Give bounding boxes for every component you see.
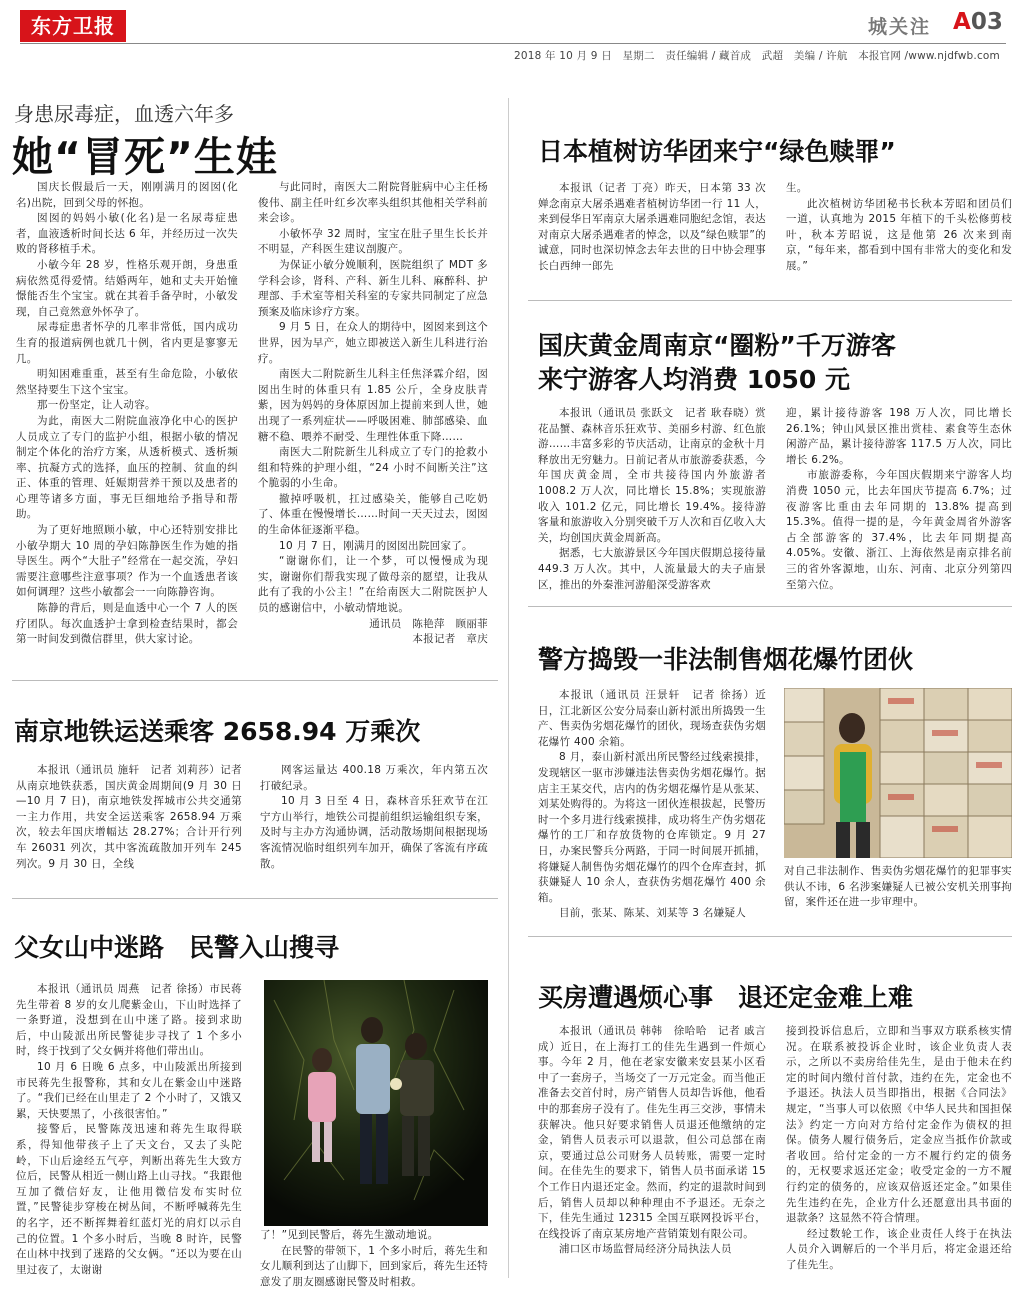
section-divider [12, 898, 498, 899]
article3-col2 [260, 1228, 488, 1288]
article1-byline: 通讯员 陈艳萍 顾丽菲 [369, 617, 488, 630]
article1-paragraph: 小敏怀孕 32 周时，宝宝在肚子里生长长并不明显，产科医生建议剖腹产。 [258, 227, 488, 256]
article5-paragraph: 迎，累计接待游客 198 万人次，同比增长 26.1%；钟山风景区推出赏桂、素食等生态休闲游产品，累计接待游客 117.5 万人次，同比增长 6.2%。 [786, 407, 1012, 466]
article7-paragraph: 浦口区市场监督局经济分局执法人员 [559, 1243, 732, 1256]
police-rescue-photo [264, 980, 488, 1226]
article2-title: 南京地铁运送乘客 2658.94 万乘次 [14, 717, 421, 746]
article1-paragraph: 明知困难重重，甚至有生命危险，小敏依然坚持要生下这个宝宝。 [16, 368, 238, 396]
article5-title-line2: 来宁游客人均消费 1050 元 [538, 365, 850, 394]
article5-paragraph: 市旅游委称，今年国庆假期来宁游客人均消费 1050 元，比去年国庆节提高 6.7%；过夜游客比重由去年同期的 13.8% 提高到 15.3%。值得一提的是，今年黄金周省外游客占全部游客的 37.4%，比去年同期提高 4.05%。安徽、浙江、上海依然是南京排名前三的省外客源地，山东、河南、北京分列第四至第六位。 [786, 469, 1012, 591]
article1-paragraph: 与此同时，南医大二附院肾脏病中心主任杨俊伟、副主任叶红乡次率头组织其他相关学科前来会诊。 [258, 181, 488, 225]
article6-caption-text: 对自己非法制作、售卖伪劣烟花爆竹的犯罪事实供认不讳，6 名涉案嫌疑人已被公安机关刑事拘留，案件还在进一步审理中。 [784, 865, 1012, 909]
section-divider [528, 300, 1012, 301]
article3-paragraph: 了！”见到民警后，蒋先生激动地说。 [260, 1229, 439, 1241]
article4-paragraph: 此次植树访华团秘书长秋本芳昭和团员们一道，认真地为 2015 年植下的千头松修剪枝叶，秋本芳昭说，这是他第 26 次来到南京，“每年来，都看到中国有非常大的变化和发展。” [786, 197, 1012, 272]
page-code [953, 9, 1003, 35]
article5-col1 [538, 406, 766, 592]
paper-logo: 东方卫报 [20, 10, 126, 42]
article4-paragraph: 生。 [786, 182, 808, 194]
article1-paragraph: 9 月 5 日，在众人的期待中，囡囡来到这个世界，因为早产，她立即被送入新生儿科进行治疗。 [258, 321, 488, 365]
article1-byline: 本报记者 章庆 [412, 633, 488, 646]
article6-title: 警方捣毁一非法制售烟花爆竹团伙 [538, 645, 914, 674]
article6-caption [784, 864, 1012, 924]
article7-paragraph: 接到投诉信息后，立即和当事双方联系核实情况。在联系被投诉企业时，该企业负责人表示，之所以不卖房给佳先生，是由于他未在约定的时间内缴付首付款，违约在先，定金也不予退还。执法人员当即指出，根据《合同法》规定，“当事人可以依照《中华人民共和国担保法》约定一方向对方给付定金作为债权的担保。债务人履行债务后，定金应当抵作价款或者收回。给付定金的一方不履行约定的债务的，无权要求返还定金；收受定金的一方不履行约定的债务的，应该双倍返还定金。”如果佳先生违约在先，企业方什么还愿意出具书面的退款条？这显然不符合情理。 [786, 1025, 1012, 1225]
article4-paragraph: 本报讯（记者 丁亮）昨天，日本第 33 次婵念南京大屠杀遇难者植树访华团一行 11 人，来到侵华日军南京大屠杀遇难同胞纪念馆，表达对南京大屠杀遇难者的悼念，以及“绿色赎罪”的诚意，同时也深切悼念去年去世的日中协会理事长白西绅一郎先 [538, 182, 766, 272]
masthead [0, 0, 1024, 68]
page-code-number: 03 [970, 9, 1003, 35]
article1-paragraph: 那一份坚定，让人动容。 [37, 399, 156, 412]
article2-col1 [16, 763, 242, 881]
article7-title: 买房遭遇烦心事 退还定金难上难 [538, 983, 914, 1012]
article5-title-line1: 国庆黄金周南京“圈粉”千万游客 [538, 331, 896, 360]
article1-paragraph: 陈静的背后，则是血透中心一个 7 人的医疗团队。每次血透护士拿到检查结果时，都会第一时间发到微信群里，供大家讨论。 [16, 602, 238, 646]
article2-paragraph: 10 月 3 日至 4 日，森林音乐狂欢节在江宁方山举行，地铁公司提前组织运输组织专案，及时与主办方沟通协调，活动散场期间根据现场客流情况临时组织列车加开，确保了客流有序疏散。 [260, 795, 488, 870]
article2-paragraph: 本报讯（通讯员 施轩 记者 刘莉莎）记者从南京地铁获悉，国庆黄金周期间(9 月 30 日—10 月 7 日)，南京地铁发挥城市公共交通第一主力作用，共安全运送乘客 2658.94 万乘次，较去年国庆增幅达 28.27%；合计开行列车 26031 列次，其中客流疏散加开列车 245 列次。9 月 30 日，全线 [16, 764, 242, 870]
section-divider [12, 680, 498, 681]
article1-paragraph: 为了更好地照顾小敏，中心还特别安排比小敏孕期大 10 周的孕妇陈静医生作为她的指导医生。两个“大肚子”经常在一起交流，孕妇需要注意哪些注意事项？作为一个血透患者该如何调理？这些小敏都会一一向陈静咨询。 [16, 524, 238, 599]
column-divider [508, 98, 509, 1278]
article1-paragraph: 南医大二附院新生儿科成立了专门的抢救小组和特殊的护理小组，“24 小时不间断关注”这个脆弱的小生命。 [258, 446, 488, 490]
police-rescue-photo-drawing [264, 980, 488, 1226]
article6-paragraph: 本报讯（通讯员 汪景轩 记者 徐扬）近日，江北新区公安分局泰山新村派出所捣毁一生产、售卖伪劣烟花爆竹的团伙，现场查获伪劣烟花爆竹 400 余箱。 [538, 689, 766, 748]
article4-title: 日本植树访华团来宁“绿色赎罪” [538, 137, 896, 166]
article1-paragraph: 南医大二附院新生儿科主任焦泽霖介绍，囡囡出生时的体重只有 1.85 公斤，全身皮肤青紫，因为妈妈的身体原因加上提前来到人世，她出现了一系列症状——呼吸困难、肺部感染、血糖不稳、喂养不耐受、生理性体重下降…… [258, 368, 488, 443]
article1-title: 她“冒死”生娃 [12, 133, 278, 181]
article3-col1 [16, 982, 242, 1278]
date-line: 2018 年 10 月 9 日 星期二 责任编辑 / 藏首成 武超 美编 / 许航 本报官网 /www.njdfwb.com [513, 50, 1000, 62]
masthead-rule [20, 43, 1006, 44]
article6-col1 [538, 688, 766, 924]
article7-col2 [786, 1024, 1012, 1282]
article1-paragraph: 国庆长假最后一天，刚刚满月的囡囡(化名)出院，回到父母的怀抱。 [16, 181, 238, 209]
article1-paragraph: “谢谢你们，让一个梦，可以慢慢成为现实，谢谢你们帮我实现了做母亲的愿望，让我从此有了我的小公主！”在给南医大二附院医护人员的感谢信中，小敏动情地说。 [258, 555, 488, 615]
section-divider [528, 936, 1012, 937]
article1-paragraph: 为保证小敏分娩顺利，医院组织了 MDT 多学科会诊，肾科、产科、新生儿科、麻醉科、护理部、手术室等相关科室的专家共同制定了应急预案及临床诊疗方案。 [258, 258, 488, 318]
article4-col2 [786, 181, 1012, 287]
article3-paragraph: 接警后，民警陈茂迅速和蒋先生取得联系，得知他带孩子上了天文台，又去了头陀岭，下山后途经五气亭，判断出蒋先生大致方位后，民警从相近一侧山路上山寻找。“我跟他互加了微信好友，让他用微信发布实时位置，”民警徒步穿梭在树丛间，不断呼喊蒋先生的名字，还不断挥舞着红蓝灯光的肩灯以示自己的位置。1 个多小时后，当晚 8 时许，民警在山林中找到了迷路的父女俩。“还以为要在山里过夜了，太谢谢 [16, 1123, 242, 1276]
article1-paragraph: 撤掉呼吸机，扛过感染关，能够自己吃奶了、体重在慢慢增长……时间一天天过去，囡囡的生命体征逐渐平稳。 [258, 492, 488, 537]
article3-paragraph: 在民警的带领下，1 个多小时后，蒋先生和女儿顺利到达了山脚下，回到家后，蒋先生还特意发了朋友圈感谢民警及时相救。 [260, 1244, 488, 1288]
article1-col2 [258, 180, 488, 650]
article1-paragraph: 尿毒症患者怀孕的几率非常低，国内成功生育的报道病例也就几十例，省内更是寥寥无几。 [16, 321, 238, 365]
section-name: 城关注 [868, 16, 932, 38]
article1-paragraph: 小敏今年 28 岁，性格乐观开朗，身患重病依然觅得爱情。结婚两年，她和丈夫开始憧憬能否生个宝宝。就在其着手备孕时，小敏发现，自己竟然意外怀孕了。 [16, 258, 238, 318]
article2-paragraph: 网客运量达 400.18 万乘次，年内第五次打破纪录。 [260, 764, 488, 792]
article1-subtitle: 身患尿毒症，血透六年多 [14, 102, 234, 126]
fireworks-warehouse-photo [784, 688, 1012, 858]
article7-col1 [538, 1024, 766, 1282]
article5-paragraph: 据悉，七大旅游景区今年国庆假期总接待量 449.3 万人次。其中，人流量最大的夫子庙景区，推出的外秦淮河游船深受游客欢 [538, 547, 766, 591]
article1-col1 [16, 180, 238, 650]
page-code-letter: A [953, 9, 971, 35]
article5-paragraph: 本报讯（通讯员 张跃文 记者 耿春晓）赏花品蟹、森林音乐狂欢节、美丽乡村游、红色旅游……丰富多彩的节庆活动，让南京的金秋十月释放出无穷魅力。日前记者从市旅游委获悉，今年国庆黄金周，全市共接待国内外旅游者 1008.2 万人次，同比增长 15.8%；实现旅游收入 101.2 亿元，同比增长 19.4%。接待游客量和旅游收入分别突破千万人次和百亿收入大关，均创国庆黄金周新高。 [538, 407, 766, 544]
fireworks-warehouse-photo-drawing [784, 688, 1012, 858]
article4-col1 [538, 181, 766, 287]
article3-paragraph: 本报讯（通讯员 周燕 记者 徐扬）市民蒋先生带着 8 岁的女儿爬紫金山，下山时选择了一条野道，没想到在山中迷了路。接到求助后，中山陵派出所民警徒步寻找了 1 个多小时，终于找到了父女俩并将他们带出山。 [16, 983, 242, 1058]
article6-paragraph: 目前，张某、陈某、刘某等 3 名嫌疑人 [559, 907, 747, 920]
article7-paragraph: 经过数轮工作，该企业责任人终于在执法人员介入调解后的一个半月后，将定金退还给了佳先生。 [786, 1227, 1012, 1271]
article7-paragraph: 本报讯（通讯员 韩韩 徐哈哈 记者 戚言成）近日，在上海打工的佳先生遇到一件烦心事。今年 2 月，他在老家安徽来安县某小区看中了一套房子，当场交了一万元定金。而当他正准备去交首付时，房产销售人员却告诉他，他看中的那套房子没有了。佳先生再三交涉，事情未获解决。他只好要求销售人员退还他缴纳的定金，销售人员表示可以退款，但公司总部在南京，要通过总公司财务人员转账，需要一定时间。在佳先生的要求下，销售人员书面承诺 15 个工作日内退还定金。然而，约定的退款时间到后，销售人员却以种种理由不予退还。无奈之下，佳先生通过 12315 全国互联网投诉平台，在线投诉了南京某房地产营销策划有限公司。 [538, 1025, 766, 1240]
article1-paragraph: 10 月 7 日，刚满月的囡囡出院回家了。 [279, 539, 473, 552]
article6-paragraph: 8 月，泰山新村派出所民警经过线索摸排，发现辖区一驱市涉嫌违法售卖伪劣烟花爆竹。据店主王某交代，店内的伪劣烟花爆竹是从张某、刘某处购得的。为将这一团伙连根拔起，民警历时一个多月进行线索摸排，成功将生产伪劣烟花爆竹的工厂和存放货物的仓库锁定。9 月 27 日，办案民警兵分两路，于同一时间展开抓捕，将嫌疑人制售伪劣烟花爆竹的四个仓库查封，抓获嫌疑人 10 余人，查获伪劣烟花爆竹 400 余箱。 [538, 751, 766, 904]
article3-paragraph: 10 月 6 日晚 6 点多，中山陵派出所接到市民蒋先生报警称，其和女儿在紫金山中迷路了。“我们已经在山里走了 2 个小时了，又饿又累，天快要黑了，小孩很害怕。” [16, 1060, 242, 1120]
article1-paragraph: 为此，南医大二附院血液净化中心的医护人员成立了专门的监护小组，根据小敏的情况制定个体化的治疗方案，从透析模式、透析频率、抗凝方式的选择，血压的控制、贫血的纠正、体重的管理、妊娠期营养干预以及患者的心理等诸多方面，事无巨细地给予指导和帮助。 [16, 414, 238, 521]
article2-col2 [260, 763, 488, 881]
section-divider [528, 606, 1012, 607]
article3-title: 父女山中迷路 民警入山搜寻 [14, 933, 340, 962]
article1-paragraph: 囡囡的妈妈小敏(化名)是一名尿毒症患者，血液透析时间长达 6 年，并经历过一次失败的肾移植手术。 [16, 212, 238, 256]
article5-col2 [786, 406, 1012, 592]
